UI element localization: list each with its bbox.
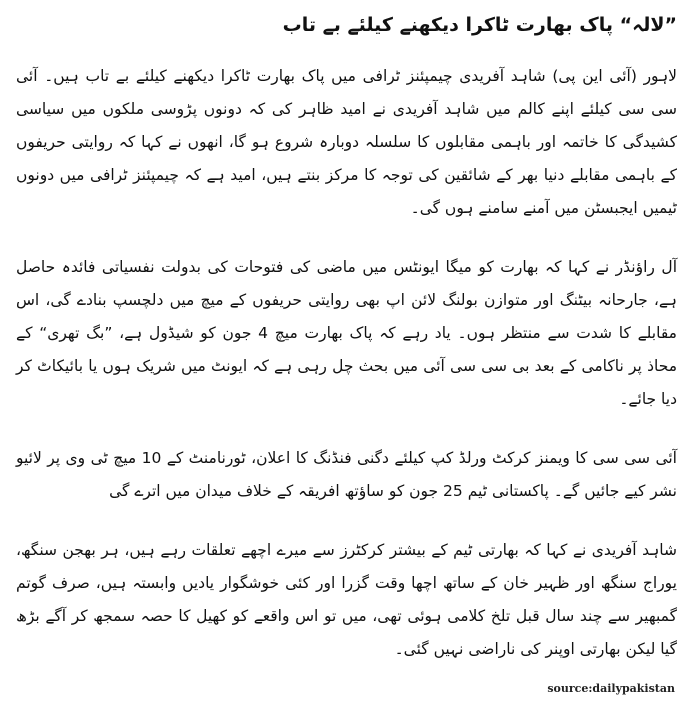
- article-paragraph: شاہد آفریدی نے کہا کہ بھارتی ٹیم کے بیشتر کرکٹرز سے میرے اچھے تعلقات رہے ہیں، ہر بھجن سنگھ، یوراج سنگھ اور ظہیر خان کے ساتھ اچھا وقت گزرا اور کئی خوشگوار یادیں وابستہ ہیں، صرف گوتم گمبھیر سے چند سال قبل تلخ کلامی ہوئی تھی، میں تو اس واقعے کو کھیل کا حصہ سمجھ کر آگے بڑھ گیا لیکن بھارتی اوپنر کی ناراضی نہیں گئی۔: [16, 541, 677, 658]
- article-paragraph: آل راؤنڈر نے کہا کہ بھارت کو میگا ایونٹس میں ماضی کی فتوحات کی بدولت نفسیاتی فائدہ حاصل ہے، جارحانہ بیٹنگ اور متوازن بولنگ لائن اپ بھی روایتی حریفوں کے میچ میں دلچسپ بنادے گی، اس مقابلے کا شدت سے منتظر ہوں۔ یاد رہے کہ پاک بھارت میچ 4 جون کو شیڈول ہے، ”بگ تھری“ کے محاذ پر ناکامی کے بعد بی سی سی آئی میں بحث چل رہی ہے کہ ایونٹ میں شریک ہوں یا بائیکاٹ کر دیا جائے۔: [16, 258, 677, 408]
- article: [16, 10, 677, 692]
- article-paragraph: لاہور (آئی این پی) شاہد آفریدی چیمپئنز ٹرافی میں پاک بھارت ٹاکرا دیکھنے کیلئے بے تاب ہیں۔ آئی سی سی کیلئے اپنے کالم میں شاہد آفریدی نے امید ظاہر کی کہ دونوں پڑوسی ملکوں میں سیاسی کشیدگی کا خاتمہ اور باہمی مقابلوں کا سلسلہ دوبارہ شروع ہو گا، انھوں نے کہا کہ روایتی حریفوں کے باہمی مقابلے دنیا بھر کے شائقین کی توجہ کا مرکز بنتے ہیں، امید ہے کہ چیمپئنز ٹرافی میں دونوں ٹیمیں ایجبسٹن میں آمنے سامنے ہوں گی۔: [16, 67, 677, 217]
- article-paragraph: آئی سی سی کا ویمنز کرکٹ ورلڈ کپ کیلئے دگنی فنڈنگ کا اعلان، ٹورنامنٹ کے 10 میچ ٹی وی پر لائیو نشر کیے جائیں گے۔ پاکستانی ٹیم 25 جون کو ساؤتھ افریقہ کے خلاف میدان میں اترے گی: [16, 449, 677, 500]
- source-credit: source:dailypakistan: [547, 682, 675, 695]
- article-headline: ”لالہ“ پاک بھارت ٹاکرا دیکھنے کیلئے بے تاب: [282, 14, 677, 36]
